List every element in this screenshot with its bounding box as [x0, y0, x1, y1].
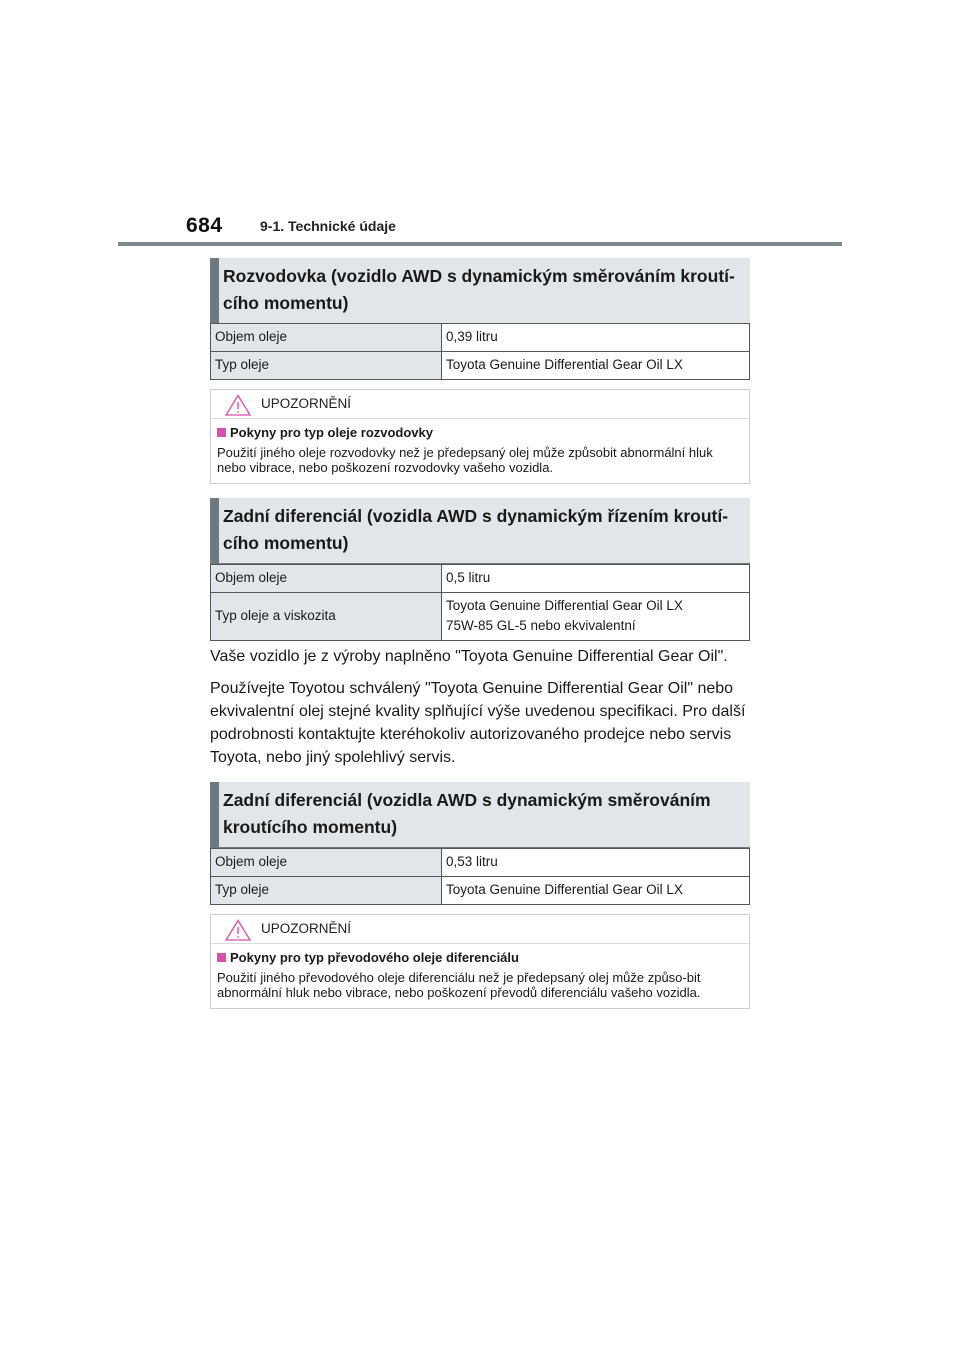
caution-box-transfer-case — [210, 389, 750, 484]
table-cell-value — [442, 593, 750, 641]
caution-header — [211, 390, 749, 419]
table-row — [211, 565, 750, 593]
table-row — [211, 849, 750, 877]
header-divider — [118, 242, 842, 246]
caution-text: Použití jiného převodového oleje diferenciálu než je předepsaný olej může způso-bit abnormální hluk nebo vibrace, nebo poškození převodů diferenciálu vašeho vozidla. — [217, 970, 701, 1000]
table-cell-label: Typ oleje — [211, 877, 442, 905]
caution-subtitle — [217, 424, 743, 442]
section-title: Zadní diferenciál (vozidla AWD s dynamickým směrováním kroutícího momentu) — [223, 790, 711, 837]
table-row — [211, 877, 750, 905]
body-text — [210, 645, 755, 778]
table-row — [211, 352, 750, 380]
table-cell-value: 0,39 litru — [442, 324, 750, 352]
table-cell-label: Typ oleje a viskozita — [211, 593, 442, 641]
chapter-title: 9-1. Technické údaje — [260, 218, 396, 234]
caution-title: UPOZORNĚNÍ — [261, 396, 352, 411]
table-cell-label: Objem oleje — [211, 565, 442, 593]
table-cell-value: Toyota Genuine Differential Gear Oil LX — [442, 352, 750, 380]
table-row — [211, 324, 750, 352]
spec-table-transfer-case — [210, 323, 750, 380]
spec-table-rear-diff-torque-vectoring — [210, 848, 750, 905]
caution-body — [211, 419, 749, 483]
table-cell-value: 0,53 litru — [442, 849, 750, 877]
page-header — [0, 0, 960, 250]
paragraph: Používejte Toyotou schválený "Toyota Genuine Differential Gear Oil" nebo ekvivalentní olej stejné kvality splňující výše uvedenou specifikaci. Pro další podrobnosti kontaktujte kteréhokoliv autorizovaného prodejce nebo servis Toyota, nebo jiný spolehlivý servis. — [210, 680, 746, 766]
spec-table-rear-diff-torque-control — [210, 564, 750, 641]
caution-subtitle-text: Pokyny pro typ oleje rozvodovky — [230, 425, 433, 440]
caution-header — [211, 915, 749, 944]
caution-text: Použití jiného oleje rozvodovky než je předepsaný olej může způsobit abnormální hluk nebo vibrace, nebo poškození rozvodovky vašeho vozidla. — [217, 445, 713, 475]
square-bullet-icon — [217, 428, 226, 437]
caution-box-differential — [210, 914, 750, 1009]
page-number: 684 — [186, 214, 223, 237]
caution-subtitle — [217, 949, 743, 967]
value-line: 75W-85 GL-5 nebo ekvivalentní — [446, 618, 636, 633]
section-heading-transfer-case — [210, 258, 750, 325]
section-title: Rozvodovka (vozidlo AWD s dynamickým směrováním kroutí-cího momentu) — [223, 266, 735, 313]
value-line: Toyota Genuine Differential Gear Oil LX — [446, 598, 683, 613]
warning-triangle-icon — [225, 919, 251, 941]
table-cell-label: Objem oleje — [211, 849, 442, 877]
table-cell-value: 0,5 litru — [442, 565, 750, 593]
section-heading-rear-diff-torque-control — [210, 498, 750, 565]
table-cell-label: Typ oleje — [211, 352, 442, 380]
section-heading-rear-diff-torque-vectoring — [210, 782, 750, 849]
table-row — [211, 593, 750, 641]
table-cell-value: Toyota Genuine Differential Gear Oil LX — [442, 877, 750, 905]
caution-subtitle-text: Pokyny pro typ převodového oleje diferenciálu — [230, 950, 519, 965]
caution-body — [211, 944, 749, 1008]
table-cell-label: Objem oleje — [211, 324, 442, 352]
caution-title: UPOZORNĚNÍ — [261, 921, 352, 936]
square-bullet-icon — [217, 953, 226, 962]
section-title: Zadní diferenciál (vozidla AWD s dynamickým řízením kroutí-cího momentu) — [223, 506, 729, 553]
warning-triangle-icon — [225, 394, 251, 416]
paragraph: Vaše vozidlo je z výroby naplněno "Toyota Genuine Differential Gear Oil". — [210, 648, 728, 665]
